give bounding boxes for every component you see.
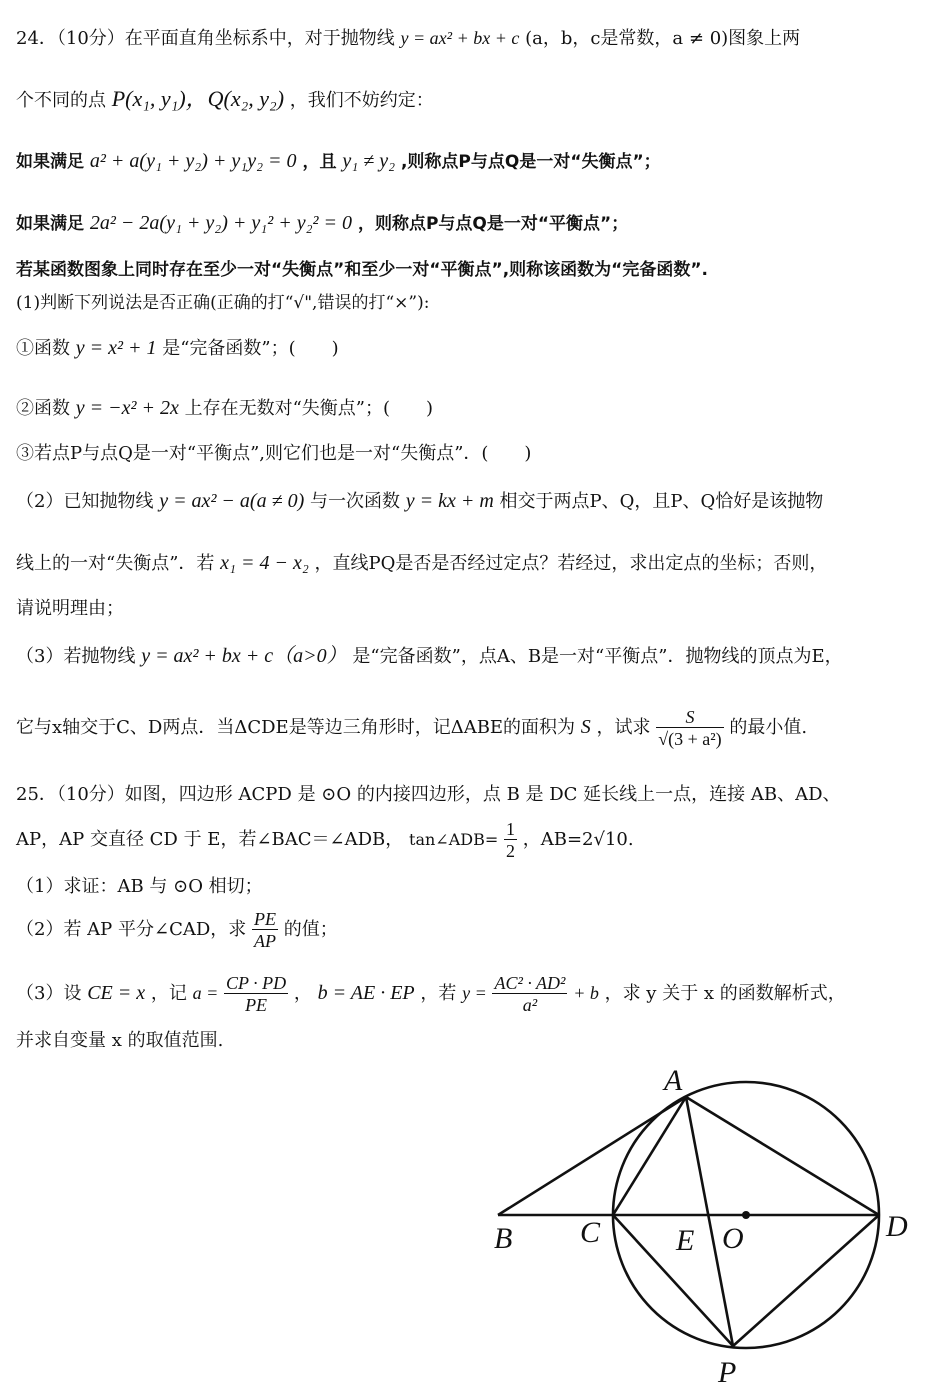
q24-part3-line1 [16,643,843,670]
q24-line-2 [16,86,434,114]
def1-condition: y₁ ≠ y₂ [342,150,396,172]
p3-a: （3）若抛物线 [16,646,136,667]
p3-d: ，试求 [596,717,651,738]
q25-tan-fraction [504,819,517,862]
q24-part2-line3: 请说明理由； [16,598,124,619]
p3-fraction [656,707,723,750]
line-AC [613,1097,686,1215]
q25-intro-b: AP，AP 交直径 CD 于 E，若∠BAC＝∠ADB， [16,829,404,850]
def1-b: ，且 [302,152,337,172]
q25-p2-b: 的值； [283,919,338,940]
q24-parabola: y = ax² + bx + c [400,28,520,48]
q25-tan-den: 2 [505,840,515,861]
p3-b: 是“完备函数”，点A、B是一对“平衡点”．抛物线的顶点为E， [352,646,843,667]
p1-ii-equation: y = −x² + 2x [75,397,179,419]
line-AB [498,1097,686,1215]
q25-p3-y-tail: + b [573,983,599,1003]
p2-a: （2）已知抛物线 [16,491,154,512]
q24-intro-c: 个不同的点 [16,90,106,111]
q25-p3-e: ，求 y 关于 x 的函数解析式， [604,983,846,1004]
q24-line-1 [16,25,800,52]
q25-p3-b-eq: b = AE · EP [317,982,415,1004]
def2-a: 如果满足 [16,214,84,234]
p1-i-b: 是“完备函数”；( ) [162,338,339,359]
label-O: O [722,1222,744,1255]
p1-ii-a: ②函数 [16,398,70,419]
p3-parabola: y = ax² + bx + c（a>0） [141,645,347,667]
p1-i-equation: y = x² + 1 [75,337,157,359]
q25-part3-line2: 并求自变量 x 的取值范围. [16,1030,224,1051]
q24-def-balanced [16,210,628,237]
q24-part1-iii: ③若点P与点Q是一对“平衡点”,则它们也是一对“失衡点”．( ) [16,443,532,464]
q25-p3-a-lhs: a = [192,983,219,1003]
q25-tan-b: ，AB=2√10. [522,829,634,850]
p2-b: 与一次函数 [309,491,400,512]
q25-part2 [16,906,338,954]
q25-p3-y-fraction [492,973,567,1016]
q24-intro-d: ，我们不妨约定： [289,90,434,111]
q25-p2-a: （2）若 AP 平分∠CAD，求 [16,919,247,940]
q25-part3-line1 [16,968,846,1019]
q25-p3-a-den: PE [245,994,268,1015]
label-D: D [886,1210,908,1243]
def2-equation: 2a² − 2a(y₁ + y₂) + y₁² + y₂² = 0 [89,212,353,234]
label-A: A [664,1064,683,1097]
q24-part1-ii [16,395,433,422]
q24-part3-line2 [16,704,807,751]
p3-S: S [580,716,591,738]
q25-line-2 [16,818,634,862]
label-B: B [494,1222,513,1255]
label-C: C [580,1216,601,1249]
def1-a: 如果满足 [16,152,84,172]
q25-p2-num: PE [254,908,277,929]
q24-part1-title: (1)判断下列说法是否正确(正确的打“√",错误的打“×”): [16,293,430,313]
q24-def-unbalanced [16,148,661,175]
q24-intro-a: 24．（10分）在平面直角坐标系中，对于抛物线 [16,28,395,49]
p2-e: ，直线PQ是否是否经过定点？若经过，求出定点的坐标；否则， [314,553,828,574]
label-E: E [676,1224,695,1257]
q25-tan-label: tan∠ADB= [409,830,499,849]
q25-line-1: 25．（10分）如图，四边形 ACPD 是 ⊙O 的内接四边形，点 B 是 DC 延长线上一点，连接 AB、AD、 [16,784,841,805]
p1-ii-b: 上存在无数对“失衡点”；( ) [184,398,434,419]
center-point-O [742,1211,750,1219]
q24-part1-i [16,335,339,362]
q25-p3-d: ，若 [420,983,457,1004]
def1-c: ,则称点P与点Q是一对“失衡点”； [400,152,661,172]
def1-equation: a² + a(y₁ + y₂) + y₁y₂ = 0 [89,150,297,172]
q25-p3-y-den: a² [522,994,538,1015]
q25-p3-a-num: CP · PD [225,972,287,993]
q24-def-complete: 若某函数图象上同时存在至少一对“失衡点”和至少一对“平衡点”,则称该函数为“完备函数”. [16,260,708,280]
q24-points: P(x₁, y₁)，Q(x₂, y₂) [111,86,285,111]
p3-frac-num: S [656,707,723,728]
q25-p2-fraction [252,909,278,952]
p1-i-a: ①函数 [16,338,70,359]
q25-p3-c: ， [293,983,312,1004]
q24-intro-b: (a，b，c是常数，a ≠ 0)图象上两 [525,28,801,49]
p2-parabola: y = ax² − a(a ≠ 0) [159,490,305,512]
line-AD [686,1097,879,1215]
p2-line: y = kx + m [405,490,494,512]
p2-condition: x₁ = 4 − x₂ [220,552,309,574]
q25-p3-y-num: AC² · AD² [494,972,566,993]
p2-c: 相交于两点P、Q，且P、Q恰好是该抛物 [499,491,824,512]
q25-p3-b: ，记 [150,983,187,1004]
q25-p3-y-lhs: y = [462,983,487,1003]
p3-frac-den: √(3 + a²) [658,728,722,749]
geometry-figure [480,1060,920,1390]
q25-tan-num: 1 [505,818,515,839]
line-DP [733,1215,879,1346]
q24-part2-line2 [16,550,827,577]
p3-c: 它与x轴交于C、D两点．当ΔCDE是等边三角形时，记ΔABE的面积为 [16,717,576,738]
p2-d: 线上的一对“失衡点”．若 [16,553,215,574]
def2-b: ，则称点P与点Q是一对“平衡点”； [357,214,629,234]
q25-p3-a-fraction [224,973,288,1016]
q25-part1: （1）求证：AB 与 ⊙O 相切； [16,876,263,897]
label-P: P [718,1356,737,1389]
q25-p3-a: （3）设 [16,983,82,1004]
q25-p2-den: AP [254,930,277,951]
q25-p3-ce: CE = x [87,982,146,1004]
q24-part2-line1 [16,488,823,515]
p3-e: 的最小值. [729,717,808,738]
